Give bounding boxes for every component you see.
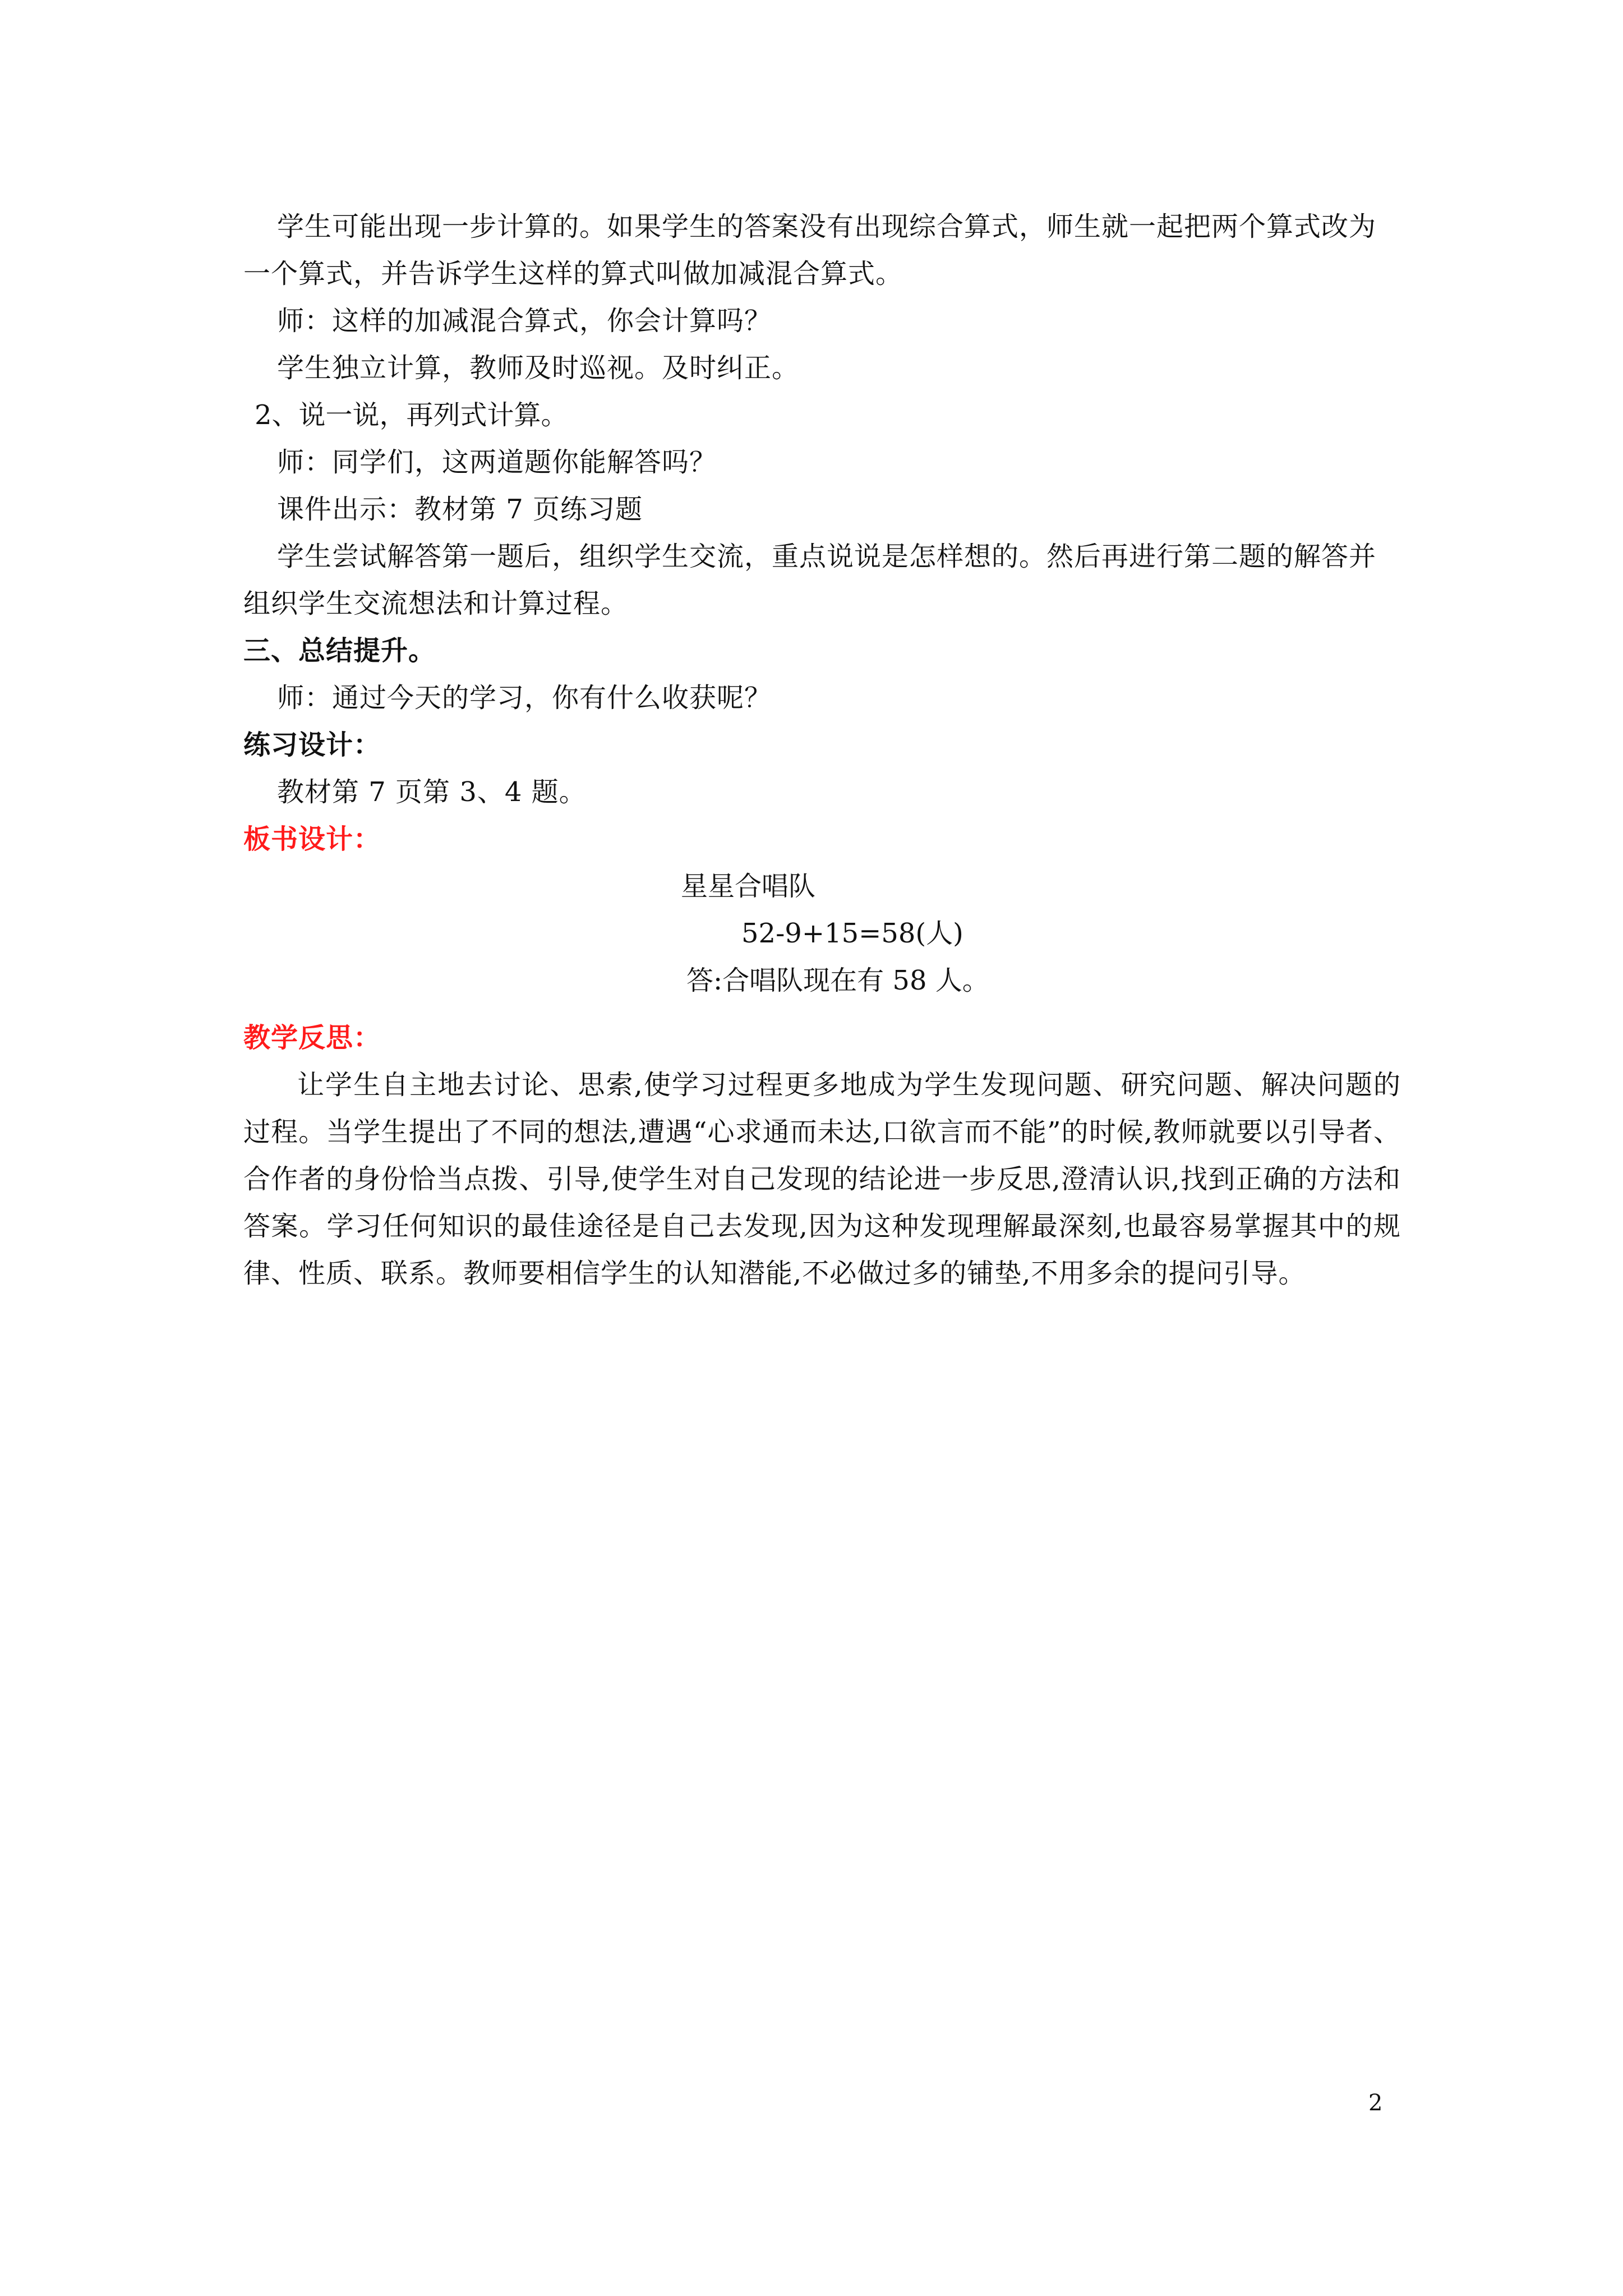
paragraph-teacher-question: 师：这样的加减混合算式，你会计算吗？ (277, 305, 772, 337)
paragraph-student-attempt: 学生尝试解答第一题后，组织学生交流，重点说说是怎样想的。然后再进行第二题的解答并组织学生交流想法和计算过程。 (243, 541, 1377, 619)
paragraph-courseware: 课件出示：教材第 7 页练习题 (277, 494, 643, 525)
page-content (243, 203, 1401, 1297)
board-equation: 52-9+15=58(人) (741, 918, 963, 949)
board-design-block (243, 863, 1401, 1014)
paragraph-teacher-harvest: 师：通过今天的学习，你有什么收获呢？ (277, 682, 772, 714)
paragraph-practice-items: 教材第 7 页第 3、4 题。 (277, 776, 587, 808)
heading-board-design: 板书设计： (243, 823, 381, 855)
heading-summary: 三、总结提升。 (243, 635, 436, 666)
paragraph-reflection: 让学生自主地去讨论、思索,使学习过程更多地成为学生发现问题、研究问题、解决问题的过程。当学生提出了不同的想法,遭遇“心求通而未达,口欲言而不能”的时候,教师就要以引导者、合作者的身份恰当点拨、引导,使学生对自己发现的结论进一步反思,澄清认识,找到正确的方法和答案。学习任何知识的最佳途径是自己去发现,因为这种发现理解最深刻,也最容易掌握其中的规律、性质、联系。教师要相信学生的认知潜能,不必做过多的铺垫,不用多余的提问引导。 (243, 1069, 1401, 1289)
heading-teaching-reflection: 教学反思： (243, 1022, 381, 1053)
paragraph-teacher-two-questions: 师：同学们，这两道题你能解答吗？ (277, 447, 717, 478)
board-answer: 答:合唱队现在有 58 人。 (686, 965, 989, 996)
paragraph-independent-calc: 学生独立计算，教师及时巡视。及时纠正。 (277, 352, 800, 384)
page-number: 2 (1368, 2090, 1383, 2116)
step-say-and-calc: 2、说一说，再列式计算。 (255, 399, 568, 431)
paragraph-combined-equation: 学生可能出现一步计算的。如果学生的答案没有出现综合算式，师生就一起把两个算式改为一个算式，并告诉学生这样的算式叫做加减混合算式。 (243, 211, 1377, 289)
board-title: 星星合唱队 (681, 871, 816, 902)
heading-practice-design: 练习设计： (243, 729, 381, 761)
